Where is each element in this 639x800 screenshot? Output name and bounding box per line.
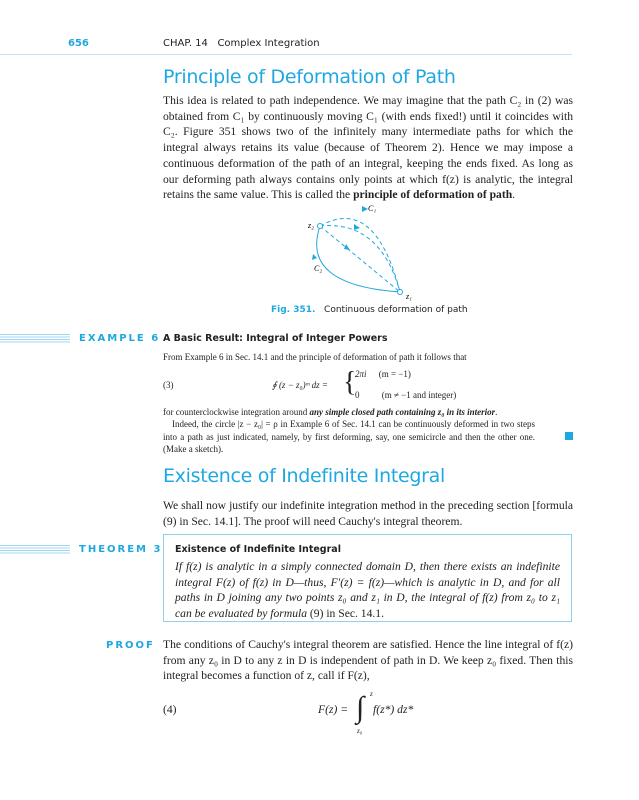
point-z1 — [398, 290, 403, 295]
label-z1: z₁ — [406, 292, 412, 301]
decorative-stripes — [0, 545, 70, 555]
arrow-icon — [354, 224, 360, 230]
paragraph-text: This idea is related to path independence. We may imagine that the path C₂ in (2) was obtained from C₁ by continuously moving C₁ (with ends fixed!) until it coincides with C₂. Figure 351 shows two of the infinitely many intermediate paths for which the integral always retains its value (because of Theorem 2). Hence we may impose a continuous deformation of the path of an integral, keeping the ends fixed. As long as our deforming path always contains only points at which f(z) is analytic, the integral retains the same value. This is called the — [163, 94, 573, 202]
example-indeed: Indeed, the circle |z − z₀| = ρ in Example 6 of Sec. 14.1 can be continuously deformed in two steps into a path as just indicated, namely, by first deforming, say, one semicircle and then the other one. (Make a sketch). — [163, 419, 535, 454]
figure-caption — [271, 305, 468, 315]
emphasis: any simple closed path containing z₀ in its interior — [309, 407, 496, 417]
point-z2 — [318, 224, 323, 229]
equation-number: (3) — [163, 380, 174, 390]
upper-limit: z — [370, 690, 373, 698]
caption-number: Fig. 351. — [271, 305, 316, 315]
path-c1 — [320, 218, 400, 292]
equation-number: (4) — [163, 703, 177, 716]
section-title: Existence of Indefinite Integral — [163, 465, 445, 487]
arrow-icon — [312, 254, 317, 260]
case-condition: (m ≠ −1 and integer) — [381, 390, 457, 400]
case-value: 2πi — [355, 369, 367, 379]
text: . — [495, 407, 498, 417]
figure-351 — [290, 200, 430, 305]
bold-term: principle of deformation of path — [353, 188, 513, 202]
example-after — [163, 406, 497, 419]
label-z2: z₂ — [308, 221, 314, 230]
caption-text: Continuous deformation of path — [324, 305, 468, 315]
case-2 — [355, 389, 456, 402]
paragraph-end: . — [512, 188, 516, 202]
integral-sign: ∫ — [356, 691, 365, 724]
equation-lhs: F(z) = — [318, 703, 349, 716]
end-of-example-square — [565, 432, 573, 440]
theorem-body — [175, 559, 560, 622]
chapter-title: Complex Integration — [217, 38, 320, 49]
proof-label: PROOF — [106, 640, 155, 651]
case-condition: (m = −1) — [378, 369, 411, 379]
equation-lhs: ∮ (z − z₀)ᵐ dz = — [272, 380, 328, 390]
equation-rhs: f(z*) dz* — [373, 703, 414, 716]
path-straight — [320, 226, 400, 292]
section-title: Principle of Deformation of Path — [163, 66, 456, 88]
theorem-text-end: (9) in Sec. 14.1. — [309, 607, 384, 621]
text: for counterclockwise integration around — [163, 407, 310, 417]
label-c2: C₂ — [314, 264, 323, 273]
label-c1: C₁ — [368, 204, 377, 213]
proof-text: The conditions of Cauchy's integral theorem are satisfied. Hence the line integral of f(z) from any z₀ in D to any z in D is independent of path in D. We keep z₀ fixed. Then this integral becomes a function of z, call if F(z), — [163, 638, 573, 683]
running-header — [163, 38, 320, 49]
page-number: 656 — [68, 38, 89, 49]
case-value: 0 — [355, 390, 360, 400]
header-rule — [0, 54, 572, 55]
example-title: A Basic Result: Integral of Integer Powers — [163, 333, 388, 344]
example-intro: From Example 6 in Sec. 14.1 and the principle of deformation of path it follows that — [163, 352, 467, 362]
decorative-stripes — [0, 334, 70, 344]
brace: { — [343, 367, 357, 398]
paragraph: We shall now justify our indefinite integration method in the preceding section [formula (9) in Sec. 14.1]. The proof will need Cauchy's integral theorem. — [163, 499, 573, 528]
theorem-text: If f(z) is analytic in a simply connected domain D, then there exists an indefinite integral F(z) of f(z) in D—thus, F′(z) = f(z)—which is analytic in D, and for all paths in D joining any two points z₀ and z₁ in D, the integral of f(z) from z₀ to z₁ can be evaluated by formula — [175, 560, 560, 621]
example-label: EXAMPLE 6 — [79, 333, 161, 344]
paragraph — [163, 93, 573, 203]
chapter-number: CHAP. 14 — [163, 38, 208, 49]
arrow-icon — [344, 244, 350, 250]
case-1 — [355, 368, 411, 381]
lower-limit: z₀ — [357, 727, 363, 735]
theorem-label: THEOREM 3 — [79, 544, 163, 555]
theorem-title: Existence of Indefinite Integral — [175, 544, 341, 555]
